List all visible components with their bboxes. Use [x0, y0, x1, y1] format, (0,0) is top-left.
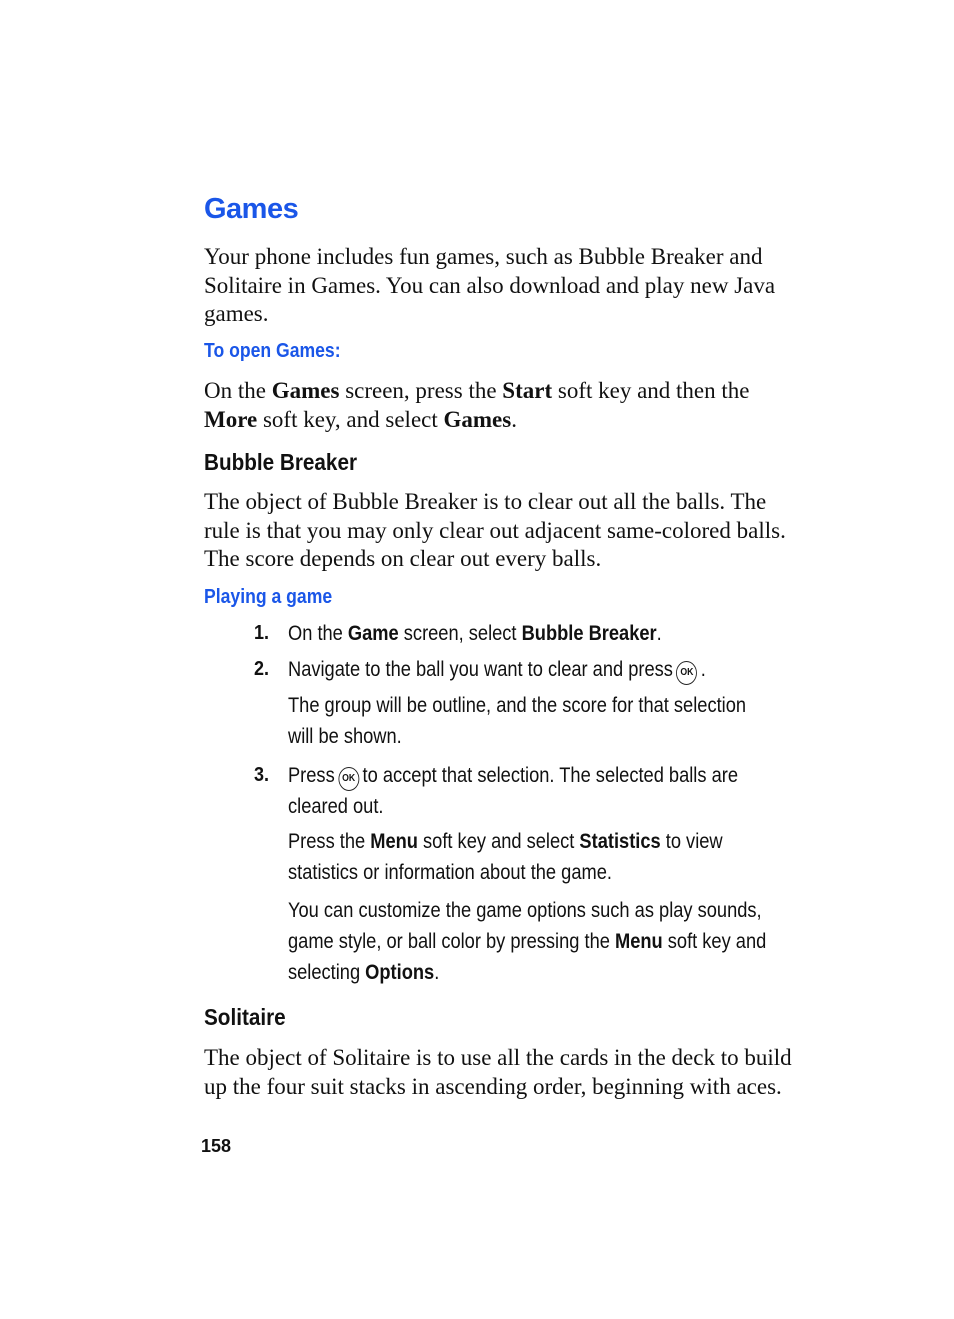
bubble-breaker-paragraph: The object of Bubble Breaker is to clear out all the balls. The rule is that you may only clear out adjacent same-colored balls. The score depends on clear out every balls.	[204, 489, 786, 571]
step-number: 1.	[254, 622, 270, 644]
step-note: You can customize the game options such as play sounds, game style, or ball color by pressing the Menu soft key and selecting Options.	[288, 899, 767, 984]
playing-game-subheading: Playing a game	[204, 586, 333, 608]
step-number: 3.	[254, 764, 270, 786]
intro-paragraph: Your phone includes fun games, such as Bubble Breaker and Solitaire in Games. You can also download and play new Java games.	[204, 244, 776, 326]
step-note: The group will be outline, and the score for that selection will be shown.	[288, 694, 747, 748]
ok-button-icon: OK	[676, 661, 697, 685]
page-number: 158	[201, 1136, 232, 1156]
bubble-breaker-heading: Bubble Breaker	[204, 449, 358, 475]
solitaire-paragraph: The object of Solitaire is to use all the cards in the deck to build up the four suit stacks in ascending order, beginning with aces.	[204, 1045, 792, 1099]
page-title: Games	[204, 193, 299, 225]
open-games-paragraph: On the Games screen, press the Start soft key and then the More soft key, and select Games.	[204, 378, 750, 432]
step-text: Navigate to the ball you want to clear and press OK .	[288, 654, 775, 685]
solitaire-heading: Solitaire	[204, 1004, 286, 1030]
step-text: Press OK to accept that selection. The selected balls are cleared out.	[288, 764, 738, 818]
ok-button-icon: OK	[338, 767, 359, 791]
open-games-subheading: To open Games:	[204, 340, 341, 362]
step-text: On the Game screen, select Bubble Breaker.	[288, 622, 662, 645]
step-number: 2.	[254, 658, 270, 680]
step-note: Press the Menu soft key and select Statistics to view statistics or information about the game.	[288, 830, 723, 884]
